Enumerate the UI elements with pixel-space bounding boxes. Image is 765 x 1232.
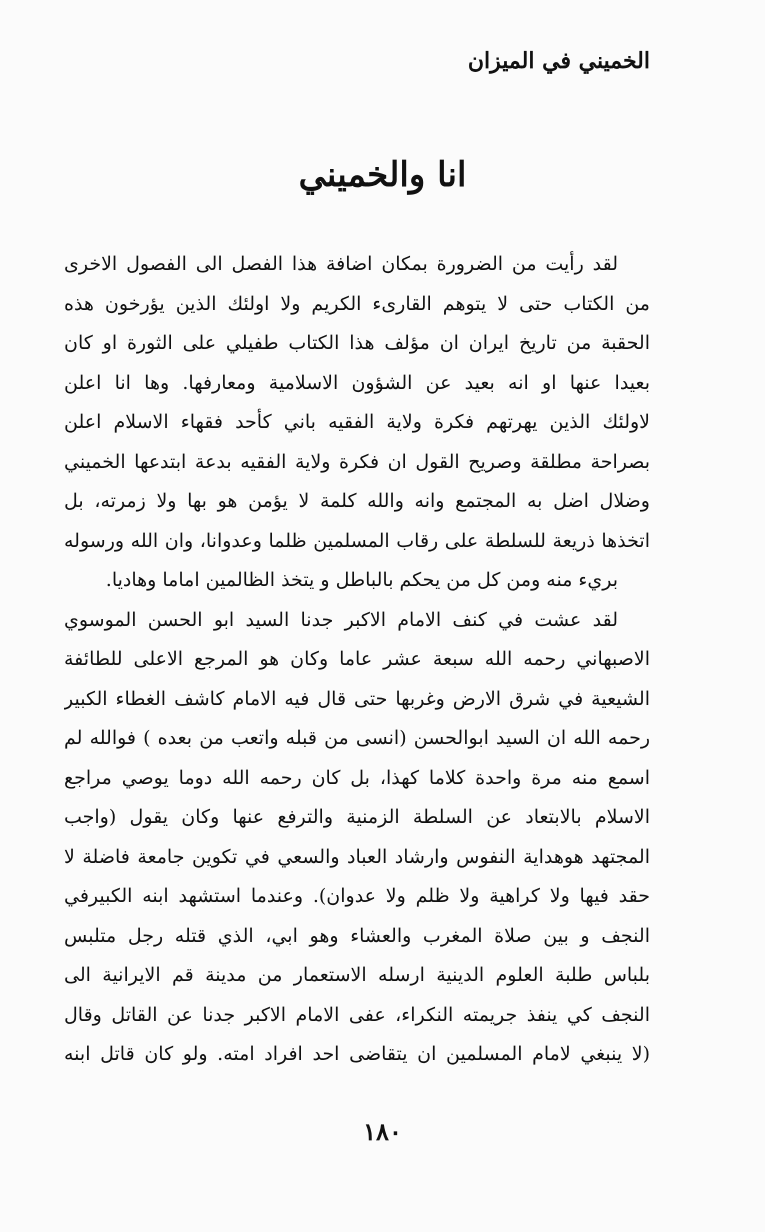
text-line: لقد عشت في كنف الامام الاكبر جدنا السيد ابو الحسن الموسوي [64,608,618,631]
body-text [64,245,650,1075]
page-number: ١٨٠ [363,1117,402,1146]
chapter-title: انا والخميني [298,155,467,195]
text-line: بلباس طلبة العلوم الدينية ارسله الاستعمار من مدينة قم الايرانية الى [64,964,650,986]
text-line: حقد فيها ولا كراهية ولا ظلم ولا عدوان). وعندما استشهد ابنه الكبيرفي [64,885,650,907]
text-line: النجف و بين صلاة المغرب والعشاء وهو ابي، الذي قتله رجل متلبس [64,924,650,947]
text-line: لاولئك الذين يهرتهم فكرة ولاية الفقيه باني كأحد فقهاء الاسلام اعلن [64,411,650,433]
text-line: (لا ينبغي لامام المسلمين ان يتقاضى احد افراد امته. ولو كان قاتل ابنه [64,1043,650,1065]
text-line: اسمع منه مرة واحدة كلاما كهذا، بل كان رحمه الله دوما يوصي مراجع [64,766,650,789]
text-line: من الكتاب حتى لا يتوهم القارىء الكريم ولا اولئك الذين يؤرخون هذه [64,292,650,315]
running-header: الخميني في الميزان [467,48,650,74]
text-line: الاصبهاني رحمه الله سبعة عشر عاما وكان هو المرجع الاعلى للطائفة [64,648,650,670]
text-line: اتخذها ذريعة للسلطة على رقاب المسلمين ظلما وعدوانا، وان الله ورسوله [64,529,650,552]
text-line: لقد رأيت من الضرورة بمكان اضافة هذا الفصل الى الفصول الاخرى [64,253,618,275]
text-line: بريء منه ومن كل من يحكم بالباطل و يتخذ الظالمين اماما وهاديا. [105,569,618,591]
text-line: رحمه الله ان السيد ابوالحسن (انسى من قبله واتعب من بعده ) فوالله لم [64,727,650,749]
text-line: وضلال اضل به المجتمع وانه والله كلمة لا يؤمن هو بها ولا زمرته، بل [64,490,650,512]
text-line: المجتهد هوهداية النفوس وارشاد العباد والسعي في تكوين جامعة فاضلة لا [64,845,650,868]
text-line: بصراحة مطلقة وصريح القول ان فكرة ولاية الفقيه بدعة ابتدعها الخميني [64,450,650,473]
text-line: بعيدا عنها او انه بعيد عن الشؤون الاسلامية ومعارفها. وها انا اعلن [64,371,650,394]
text-line: الشيعية في شرق الارض وغربها حتى قال فيه الامام كاشف الغطاء الكبير [64,687,650,710]
text-line: الاسلام بالابتعاد عن السلطة الزمنية والترفع عنها وكان يقول (واجب [64,806,650,828]
text-line: النجف كي ينفذ جريمته النكراء، عفى الامام الاكبر جدنا عن القاتل وقال [64,1003,650,1026]
text-line: الحقبة من تاريخ ايران ان مؤلف هذا الكتاب طفيلي على الثورة او كان [64,332,650,354]
